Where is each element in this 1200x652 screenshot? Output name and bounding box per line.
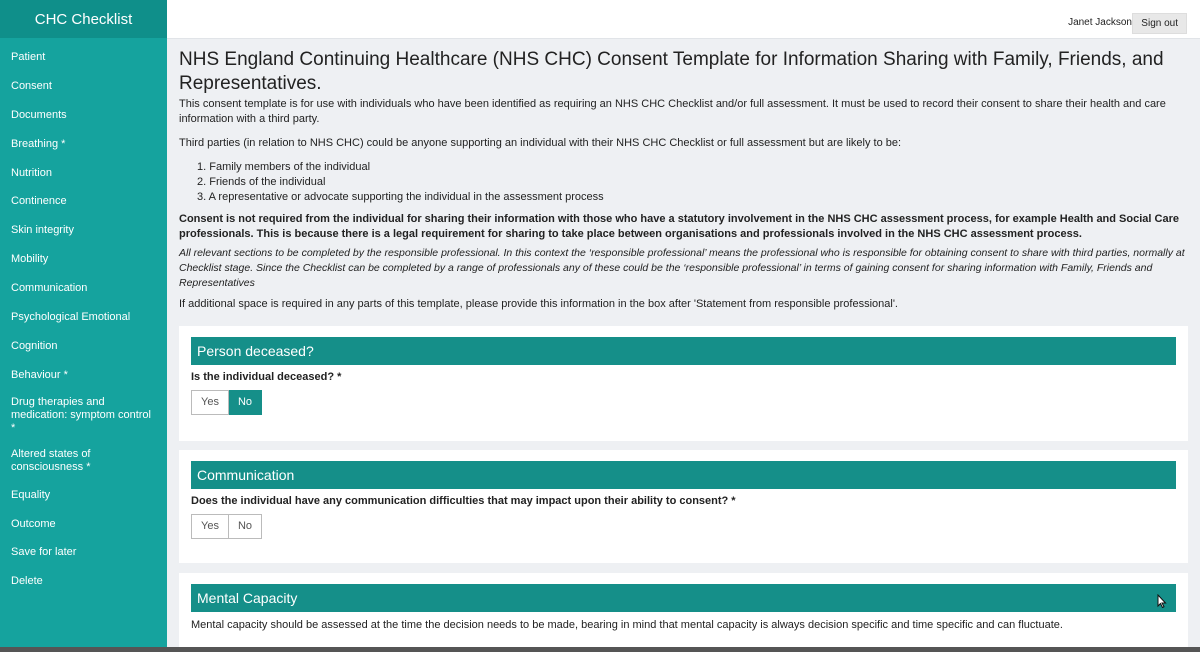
sidebar-item-cognition[interactable]: Cognition xyxy=(11,339,58,352)
main-content xyxy=(179,48,1188,312)
sidebar-nav xyxy=(0,38,167,596)
section-header: Mental Capacity xyxy=(191,584,1176,612)
sidebar-item-outcome[interactable]: Outcome xyxy=(11,517,56,530)
page-title: NHS England Continuing Healthcare (NHS CHC) Consent Template for Information Sharing with Family, Friends, and Representatives. xyxy=(179,49,1164,94)
sidebar-item-equality[interactable]: Equality xyxy=(11,488,51,501)
list-item: 1. Family members of the individual xyxy=(197,161,371,173)
sidebar-item-drug-therapies[interactable]: Drug therapies and medication: symptom control * xyxy=(11,395,151,434)
deceased-question: Is the individual deceased? * xyxy=(191,371,342,383)
sidebar-item-save-for-later[interactable]: Save for later xyxy=(11,546,77,559)
responsible-professional-note: All relevant sections to be completed by the responsible professional. In this context the ‘responsible professional’ means the professional who is responsible for obtaining consent to share with third parties, normally at Checklist stage. Since the Checklist can be completed by a range of professionals any of these could be the ‘responsible professional’ in terms of gaining consent for sharing information with Family, Friends and Representatives xyxy=(179,247,1185,289)
sidebar-item-breathing[interactable]: Breathing * xyxy=(11,137,66,150)
yes-button[interactable]: Yes xyxy=(191,390,229,415)
no-button[interactable]: No xyxy=(229,390,262,415)
sidebar-item-psychological-emotional[interactable]: Psychological Emotional xyxy=(11,310,131,323)
sidebar-item-skin-integrity[interactable]: Skin integrity xyxy=(11,224,74,237)
communication-question: Does the individual have any communication difficulties that may impact upon their ability to consent? * xyxy=(191,495,736,507)
deceased-toggle xyxy=(191,390,1176,415)
statutory-note: Consent is not required from the individual for sharing their information with those who have a statutory involvement in the NHS CHC assessment process, for example Health and Social Care professionals. This is because there is a legal requirement for sharing to take place between organisations and professionals involved in the NHS CHC assessment process. xyxy=(179,213,1179,240)
sign-out-button[interactable]: Sign out xyxy=(1132,13,1187,34)
list-item: 2. Friends of the individual xyxy=(197,176,326,188)
sidebar-item-consent[interactable]: Consent xyxy=(11,79,52,92)
top-bar xyxy=(167,0,1200,39)
mental-capacity-card xyxy=(179,573,1188,652)
third-party-list xyxy=(197,160,1188,205)
sidebar-item-nutrition[interactable]: Nutrition xyxy=(11,166,52,179)
section-header: Communication xyxy=(191,461,1176,489)
sidebar-item-documents[interactable]: Documents xyxy=(11,108,67,121)
sidebar-item-delete[interactable]: Delete xyxy=(11,575,43,588)
mouse-pointer-icon xyxy=(1157,594,1167,608)
yes-button[interactable]: Yes xyxy=(191,514,229,539)
sidebar-item-mobility[interactable]: Mobility xyxy=(11,253,49,266)
communication-toggle xyxy=(191,514,1176,539)
additional-space-note: If additional space is required in any parts of this template, please provide this information in the box after 'Statement from responsible professional'. xyxy=(179,298,898,310)
sidebar-item-behaviour[interactable]: Behaviour * xyxy=(11,368,68,381)
mental-capacity-text: Mental capacity should be assessed at the time the decision needs to be made, bearing in mind that mental capacity is always decision specific and time specific and can fluctuate. xyxy=(191,619,1063,631)
list-item: 3. A representative or advocate supporting the individual in the assessment process xyxy=(197,191,604,203)
sidebar xyxy=(0,0,167,652)
intro-text: This consent template is for use with individuals who have been identified as requiring an NHS CHC Checklist and/or full assessment. It must be used to record their consent to share their health and care information with a third party. xyxy=(179,98,1166,125)
footer-bar xyxy=(0,647,1200,652)
app-title[interactable]: CHC Checklist xyxy=(0,0,167,38)
user-name: Janet Jackson xyxy=(1068,17,1132,28)
sidebar-item-altered-states[interactable]: Altered states of consciousness * xyxy=(11,447,91,473)
no-button[interactable]: No xyxy=(229,514,262,539)
section-header: Person deceased? xyxy=(191,337,1176,365)
communication-card xyxy=(179,450,1188,563)
person-deceased-card xyxy=(179,326,1188,441)
sidebar-item-patient[interactable]: Patient xyxy=(11,50,46,63)
sidebar-item-communication[interactable]: Communication xyxy=(11,282,88,295)
third-party-text: Third parties (in relation to NHS CHC) could be anyone supporting an individual with their NHS CHC Checklist or full assessment but are likely to be: xyxy=(179,137,902,149)
sidebar-item-continence[interactable]: Continence xyxy=(11,195,67,208)
